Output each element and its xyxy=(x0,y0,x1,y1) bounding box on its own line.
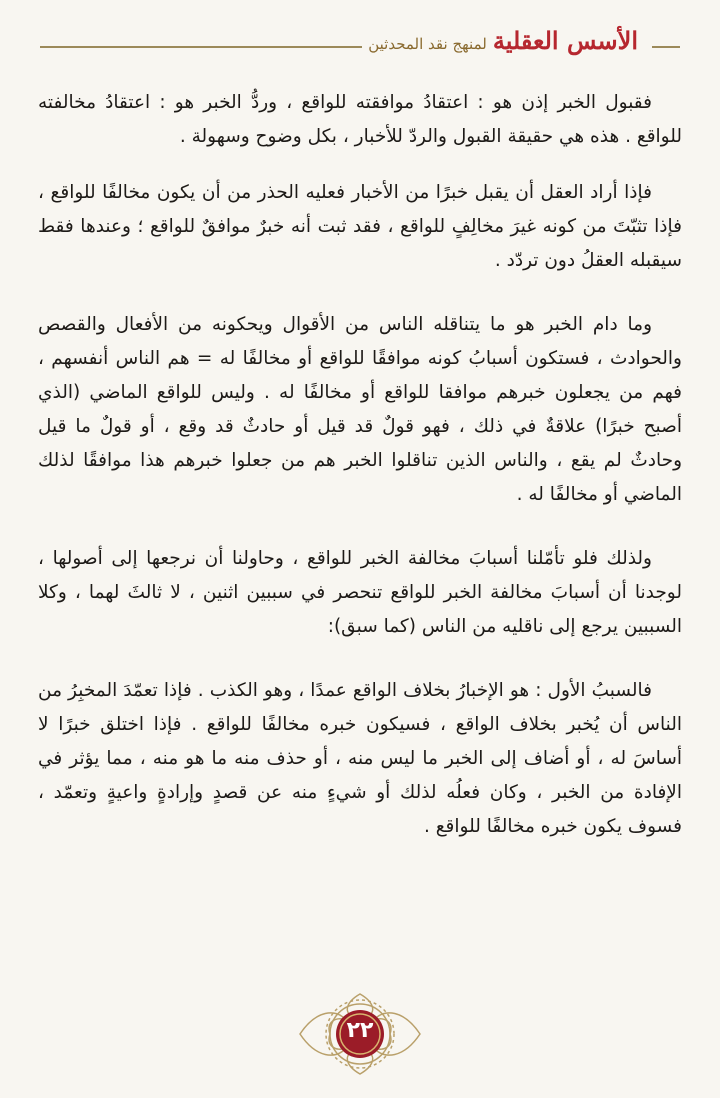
header-title-group xyxy=(362,26,644,55)
page-body xyxy=(38,86,682,870)
page-number: ٢٢ xyxy=(346,1018,374,1043)
book-subtitle: لمنهج نقد المحدثين xyxy=(368,35,487,53)
paragraph: فالسببُ الأول : هو الإخبارُ بخلاف الواقع عمدًا ، وهو الكذب . فإذا تعمّدَ المخبِرُ من الناس أن يُخبر بخلاف الواقع ، فسيكون خبره مخالفًا للواقع . فإذا اختلق خبرًا لا أساسَ له ، أو أضاف إلى الخبر ما ليس منه ، أو حذف منه ما هو منه ، مما يؤثر في الإفادة من الخبر ، وكان فعلُه لذلك أو شيءٍ منه عن قصدٍ وإرادةٍ واعيةٍ وتعمّد ، فسوف يكون خبره مخالفًا للواقع . xyxy=(38,680,682,837)
page-number-ornament xyxy=(286,990,434,1078)
header-rule-right xyxy=(652,46,680,48)
paragraph: ولذلك فلو تأمّلنا أسبابَ مخالفة الخبر للواقع ، وحاولنا أن نرجعها إلى أصولها ، لوجدنا أن أسبابَ مخالفة الخبر للواقع تنحصر في سببين اثنين ، لا ثالثَ لهما ، وكلا السببين يرجع إلى ناقليه من الناس (كما سبق): xyxy=(38,548,682,637)
book-title: الأسس العقلية xyxy=(492,26,638,55)
paragraph: فقبول الخبر إذن هو : اعتقادُ موافقته للواقع ، وردُّ الخبر هو : اعتقادُ مخالفته للواقع . هذه هي حقيقة القبول والردّ للأخبار ، بكل وضوح وسهولة . xyxy=(38,92,682,147)
running-header xyxy=(40,20,680,72)
paragraph: فإذا أراد العقل أن يقبل خبرًا من الأخبار فعليه الحذر من أن يكون مخالفًا للواقع ، فإذا تثبّتَ من كونه غيرَ مخالِفٍ للواقع ، فقد ثبت أنه خبرٌ موافقٌ للواقع ؛ وعندها فقط سيقبله العقلُ دون تردّد . xyxy=(38,182,682,271)
paragraph: وما دام الخبر هو ما يتناقله الناس من الأقوال ويحكونه من الأفعال والقصص والحوادث ، فستكون أسبابُ كونه موافقًا للواقع أو مخالفًا له = هم الناس أنفسهم ، فهم من يجعلون خبرهم موافقا للواقع أو مخالفًا له . وليس للواقع الماضي (الذي أصبح خبرًا) علاقةٌ في ذلك ، فهو قولٌ قد قيل أو حادثٌ قد وقع ، أو قولٌ ما قيل وحادثٌ لم يقع ، والناس الذين تناقلوا الخبر هم من جعلوا خبرهم هذا موافقًا لذلك الماضي أو مخالفًا له . xyxy=(38,314,682,505)
